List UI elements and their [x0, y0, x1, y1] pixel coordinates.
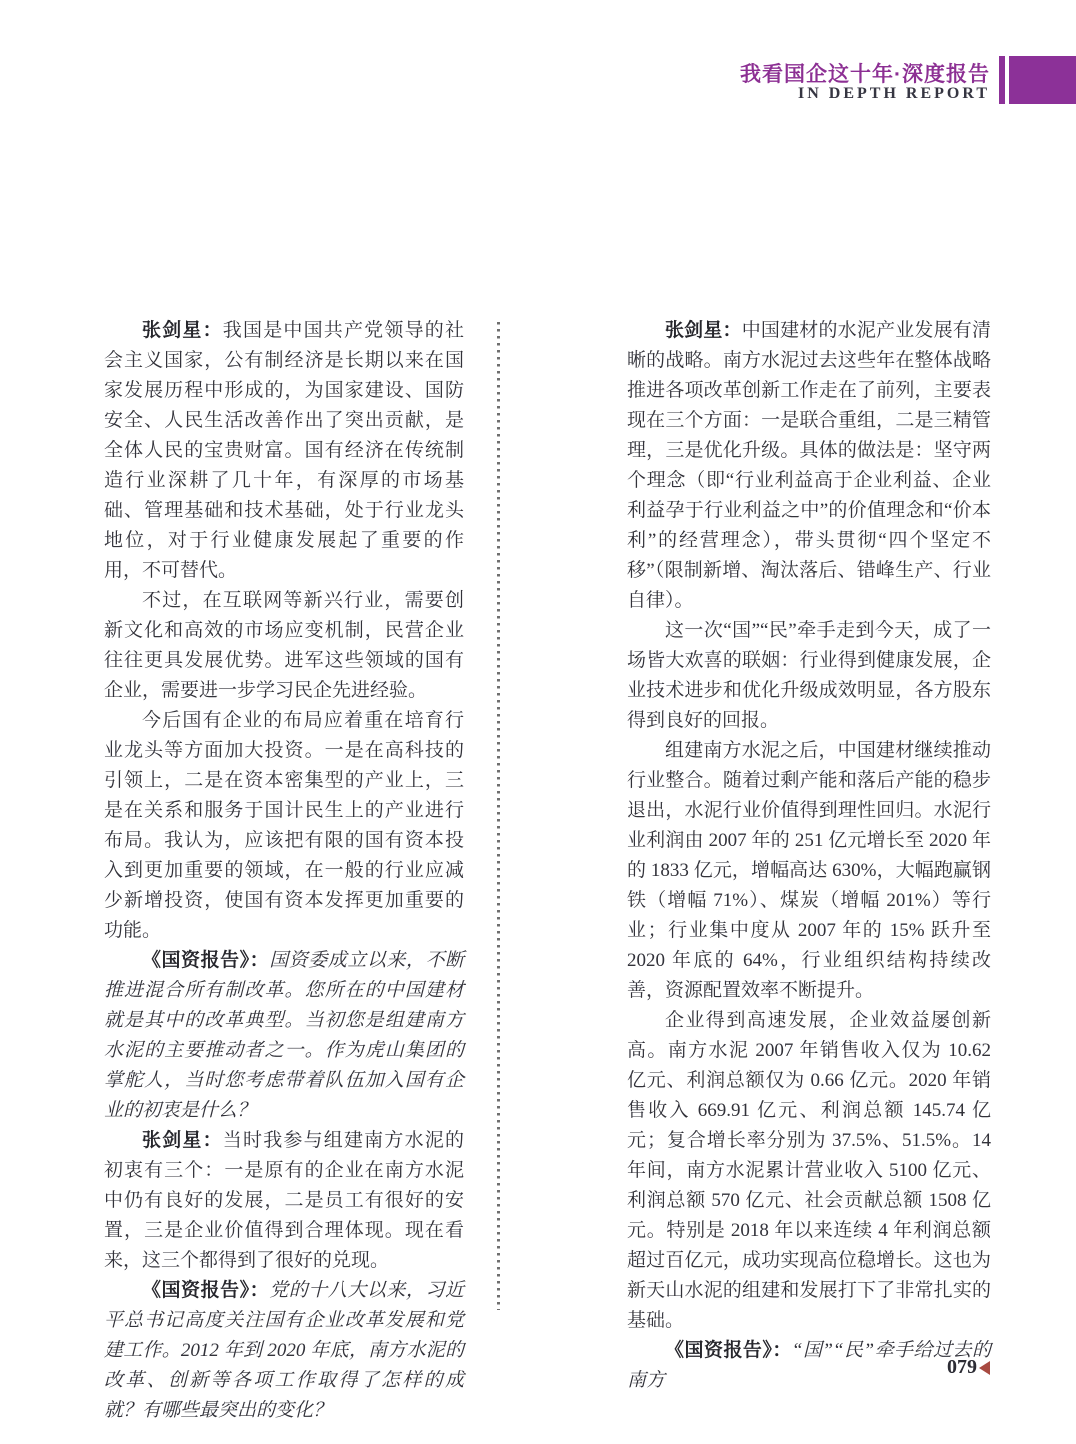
section-title-english: IN DEPTH REPORT: [797, 85, 990, 102]
paragraph: [104, 946, 464, 1126]
dotted-column-divider: [497, 322, 500, 1310]
header-accent-line: [999, 56, 1005, 104]
speaker-label: 《国资报告》：: [665, 1340, 792, 1361]
speaker-label: 《国资报告》：: [142, 950, 270, 971]
paragraph: [627, 616, 991, 736]
paragraph: [627, 1006, 991, 1336]
paragraph-text: 国资委成立以来，不断推进混合所有制改革。您所在的中国建材就是其中的改革典型。当初您是组建南方水泥的主要推动者之一。作为虎山集团的掌舵人，当时您考虑带着队伍加入国有企业的初衷是什么？: [104, 950, 464, 1121]
paragraph-text: 组建南方水泥之后，中国建材继续推动行业整合。随着过剩产能和落后产能的稳步退出，水泥行业价值得到理性回归。水泥行业利润由 2007 年的 251 亿元增长至 2020 年的 1833 亿元，增幅高达 630%，大幅跑赢钢铁（增幅 71%）、煤炭（增幅 201%）等行业；行业集中度从 2007 年的 15% 跃升至 2020 年底的 64%，行业组织结构持续改善，资源配置效率不断提升。: [627, 740, 991, 1001]
header-accent-block: [1009, 56, 1076, 104]
speaker-label: 张剑星：: [142, 320, 223, 341]
speaker-label: 张剑星：: [665, 320, 742, 341]
speaker-label: 《国资报告》：: [142, 1280, 270, 1301]
paragraph: [104, 1126, 464, 1276]
right-text-column: [627, 316, 991, 1396]
paragraph-text: 当时我参与组建南方水泥的初衷有三个：一是原有的企业在南方水泥中仍有良好的发展，二是员工有很好的安置，三是企业价值得到合理体现。现在看来，这三个都得到了很好的兑现。: [104, 1130, 464, 1271]
left-text-column: [104, 316, 464, 1426]
section-title-chinese: 我看国企这十年·深度报告: [740, 63, 990, 86]
paragraph: [104, 586, 464, 706]
paragraph-text: 我国是中国共产党领导的社会主义国家，公有制经济是长期以来在国家发展历程中形成的，为国家建设、国防安全、人民生活改善作出了突出贡献，是全体人民的宝贵财富。国有经济在传统制造行业深耕了几十年，有深厚的市场基础、管理基础和技术基础，处于行业龙头地位，对于行业健康发展起了重要的作用，不可替代。: [104, 320, 464, 581]
paragraph: [627, 1336, 991, 1396]
paragraph-text: 中国建材的水泥产业发展有清晰的战略。南方水泥过去这些年在整体战略推进各项改革创新工作走在了前列，主要表现在三个方面：一是联合重组，二是三精管理，三是优化升级。具体的做法是：坚守两个理念（即“行业利益高于企业利益、企业利益孕于行业利益之中”的价值理念和“价本利”的经营理念），带头贯彻“四个坚定不移”（限制新增、淘汰落后、错峰生产、行业自律）。: [627, 320, 991, 611]
paragraph: [627, 736, 991, 1006]
speaker-label: 张剑星：: [142, 1130, 223, 1151]
paragraph-text: 今后国有企业的布局应着重在培育行业龙头等方面加大投资。一是在高科技的引领上，二是在资本密集型的产业上，三是在关系和服务于国计民生上的产业进行布局。我认为，应该把有限的国有资本投入到更加重要的领域，在一般的行业应减少新增投资，使国有资本发挥更加重要的功能。: [104, 710, 464, 941]
paragraph-text: 不过，在互联网等新兴行业，需要创新文化和高效的市场应变机制，民营企业往往更具发展优势。进军这些领域的国有企业，需要进一步学习民企先进经验。: [104, 590, 464, 701]
paragraph-text: “国”“民”牵手给过去的南方: [627, 1340, 991, 1391]
paragraph: [104, 1276, 464, 1426]
page-number: 079: [947, 1356, 977, 1378]
left-triangle-icon: [979, 1361, 990, 1375]
page-footer: [947, 1356, 990, 1379]
paragraph: [104, 706, 464, 946]
paragraph: [104, 316, 464, 586]
paragraph-text: 这一次“国”“民”牵手走到今天，成了一场皆大欢喜的联姻：行业得到健康发展，企业技术进步和优化升级成效明显，各方股东得到良好的回报。: [627, 620, 991, 731]
paragraph-text: 企业得到高速发展，企业效益屡创新高。南方水泥 2007 年销售收入仅为 10.62 亿元、利润总额仅为 0.66 亿元。2020 年销售收入 669.91 亿元、利润总额 145.74 亿元；复合增长率分别为 37.5%、51.5%。14 年间，南方水泥累计营业收入 5100 亿元、利润总额 570 亿元、社会贡献总额 1508 亿元。特别是 2018 年以来连续 4 年利润总额超过百亿元，成功实现高位稳增长。这也为新天山水泥的组建和发展打下了非常扎实的基础。: [627, 1010, 991, 1331]
paragraph: [627, 316, 991, 616]
paragraph-text: 党的十八大以来，习近平总书记高度关注国有企业改革发展和党建工作。2012 年到 2020 年底，南方水泥的改革、创新等各项工作取得了怎样的成就？有哪些最突出的变化？: [104, 1280, 464, 1421]
